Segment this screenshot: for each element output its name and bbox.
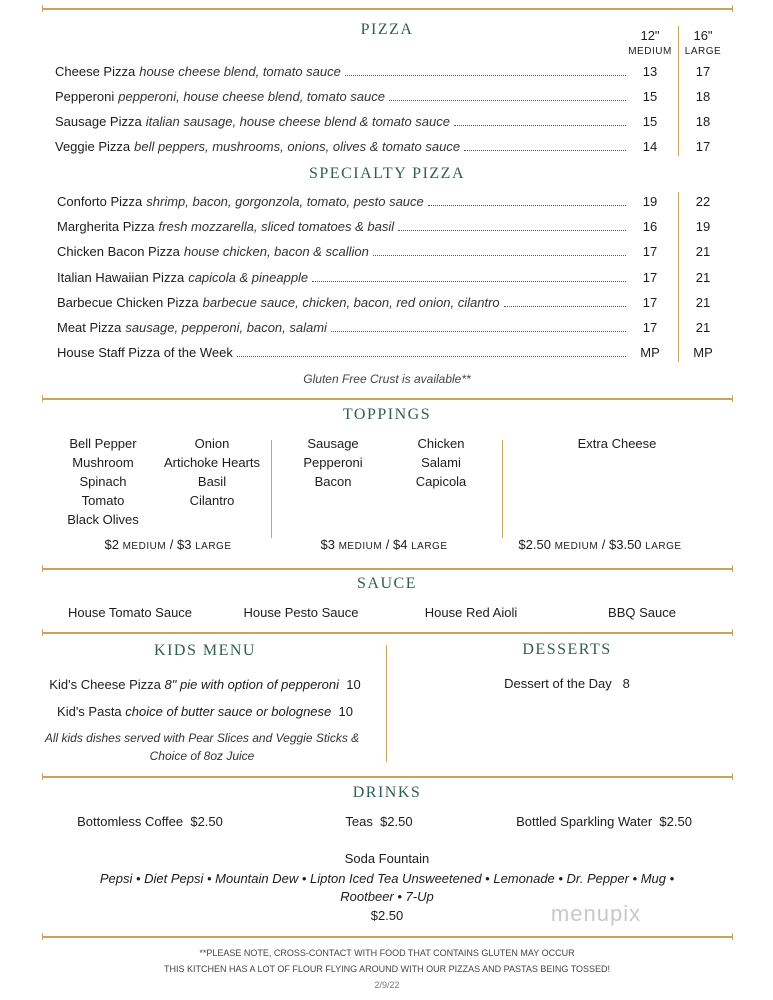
item-description: barbecue sauce, chicken, bacon, red onion, cilantro bbox=[202, 295, 500, 310]
price-medium: 17 bbox=[642, 295, 658, 310]
footer-note: THIS KITCHEN HAS A LOT OF FLOUR FLYING AROUND WITH OUR PIZZAS AND PASTAS BEING TOSSED! bbox=[163, 964, 611, 974]
topping-item: Chicken bbox=[417, 436, 465, 451]
dot-leader bbox=[464, 150, 626, 151]
divider bbox=[42, 632, 733, 634]
topping-item: Spinach bbox=[79, 474, 127, 489]
item-description: house cheese blend, tomato sauce bbox=[139, 64, 341, 79]
item-name: Veggie Pizza bbox=[55, 139, 131, 154]
desserts-heading: DESSERTS bbox=[522, 641, 612, 658]
dot-leader bbox=[345, 75, 626, 76]
drink-item: Teas $2.50 bbox=[345, 814, 413, 829]
topping-item: Cilantro bbox=[189, 493, 235, 508]
dot-leader bbox=[504, 306, 626, 307]
price-large: 22 bbox=[695, 194, 711, 209]
kids-item: Kid's Cheese Pizza 8" pie with option of pepperoni 10 bbox=[49, 677, 361, 692]
price-medium: 17 bbox=[642, 320, 658, 335]
sauce-item: BBQ Sauce bbox=[608, 605, 676, 620]
watermark-logo: menupix bbox=[550, 901, 642, 926]
menu-item bbox=[55, 63, 626, 81]
price-medium: 17 bbox=[642, 244, 658, 259]
soda-price: $2.50 bbox=[370, 908, 404, 923]
item-description: fresh mozzarella, sliced tomatoes & basil bbox=[158, 219, 395, 234]
topping-item: Artichoke Hearts bbox=[163, 455, 261, 470]
item-description: italian sausage, house cheese blend & tomato sauce bbox=[145, 114, 450, 129]
menu-item bbox=[55, 138, 626, 156]
item-name: Barbecue Chicken Pizza bbox=[57, 295, 199, 310]
price-large: 18 bbox=[695, 114, 711, 129]
item-name: Conforto Pizza bbox=[57, 194, 143, 209]
price-large: 21 bbox=[695, 244, 711, 259]
dot-leader bbox=[373, 255, 626, 256]
price-medium: 13 bbox=[642, 64, 658, 79]
menu-item bbox=[55, 113, 626, 131]
column-divider bbox=[678, 192, 679, 362]
pizza-heading: PIZZA bbox=[360, 21, 414, 38]
price-large: MP bbox=[693, 345, 713, 360]
topping-price: $3 MEDIUM / $4 LARGE bbox=[320, 537, 448, 552]
drinks-heading: DRINKS bbox=[352, 784, 422, 801]
arrow-divider bbox=[271, 440, 272, 538]
size-large: 16" bbox=[693, 28, 713, 43]
sauce-item: House Pesto Sauce bbox=[243, 605, 359, 620]
item-name: Cheese Pizza bbox=[55, 64, 136, 79]
item-description: capicola & pineapple bbox=[188, 270, 309, 285]
dot-leader bbox=[398, 230, 626, 231]
topping-item: Capicola bbox=[415, 474, 467, 489]
kids-heading: KIDS MENU bbox=[154, 642, 256, 659]
menu-item bbox=[57, 218, 626, 236]
dot-leader bbox=[389, 100, 626, 101]
sauce-item: House Tomato Sauce bbox=[67, 605, 193, 620]
dot-leader bbox=[428, 205, 626, 206]
price-large: 21 bbox=[695, 320, 711, 335]
gluten-free-note: Gluten Free Crust is available** bbox=[303, 372, 471, 386]
kids-item: Kid's Pasta choice of butter sauce or bolognese 10 bbox=[57, 704, 353, 719]
price-large: 18 bbox=[695, 89, 711, 104]
dot-leader bbox=[237, 356, 626, 357]
menu-item bbox=[57, 319, 626, 337]
soda-list: Rootbeer • 7-Up bbox=[340, 889, 434, 904]
topping-item: Bell Pepper bbox=[69, 436, 137, 451]
item-description: bell peppers, mushrooms, onions, olives & tomato sauce bbox=[134, 139, 461, 154]
topping-item: Bacon bbox=[314, 474, 352, 489]
item-name: Margherita Pizza bbox=[57, 219, 155, 234]
column-divider bbox=[386, 645, 387, 762]
item-description: sausage, pepperoni, bacon, salami bbox=[125, 320, 327, 335]
price-large: 21 bbox=[695, 270, 711, 285]
divider bbox=[42, 776, 733, 778]
price-large: 21 bbox=[695, 295, 711, 310]
item-name: Italian Hawaiian Pizza bbox=[57, 270, 185, 285]
size-large-label: LARGE bbox=[684, 46, 722, 57]
item-name: Chicken Bacon Pizza bbox=[57, 244, 180, 259]
price-large: 17 bbox=[695, 139, 711, 154]
arrow-divider bbox=[502, 440, 503, 538]
menu-date: 2/9/22 bbox=[374, 980, 400, 990]
menu-item bbox=[57, 193, 626, 211]
price-large: 19 bbox=[695, 219, 711, 234]
divider bbox=[42, 8, 733, 10]
menu-item bbox=[57, 243, 626, 261]
soda-list: Pepsi • Diet Pepsi • Mountain Dew • Lipton Iced Tea Unsweetened • Lemonade • Dr. Pepper • Mug • bbox=[99, 871, 675, 886]
dot-leader bbox=[331, 331, 626, 332]
topping-item: Salami bbox=[421, 455, 461, 470]
dot-leader bbox=[312, 281, 626, 282]
menu-item bbox=[57, 294, 626, 312]
divider bbox=[42, 936, 733, 938]
topping-item: Sausage bbox=[307, 436, 359, 451]
item-description: shrimp, bacon, gorgonzola, tomato, pesto sauce bbox=[146, 194, 424, 209]
price-large: 17 bbox=[695, 64, 711, 79]
kids-note: All kids dishes served with Pear Slices and Veggie Sticks & bbox=[44, 731, 360, 745]
soda-title: Soda Fountain bbox=[344, 851, 430, 866]
item-description: house chicken, bacon & scallion bbox=[183, 244, 369, 259]
kids-note: Choice of 8oz Juice bbox=[149, 749, 255, 763]
item-name: House Staff Pizza of the Week bbox=[57, 345, 233, 360]
column-divider bbox=[678, 26, 679, 156]
footer-note: **PLEASE NOTE, CROSS-CONTACT WITH FOOD THAT CONTAINS GLUTEN MAY OCCUR bbox=[199, 948, 575, 958]
price-medium: 14 bbox=[642, 139, 658, 154]
price-medium: 15 bbox=[642, 89, 658, 104]
topping-item: Extra Cheese bbox=[577, 436, 657, 451]
dot-leader bbox=[454, 125, 626, 126]
price-medium: 17 bbox=[642, 270, 658, 285]
specialty-heading: SPECIALTY PIZZA bbox=[309, 165, 465, 182]
item-name: Sausage Pizza bbox=[55, 114, 142, 129]
size-medium: 12" bbox=[640, 28, 660, 43]
topping-item: Mushroom bbox=[72, 455, 134, 470]
divider bbox=[42, 568, 733, 570]
dessert-item: Dessert of the Day 8 bbox=[504, 676, 630, 691]
price-medium: MP bbox=[640, 345, 660, 360]
price-medium: 19 bbox=[642, 194, 658, 209]
item-name: Pepperoni bbox=[55, 89, 115, 104]
size-medium-label: MEDIUM bbox=[628, 46, 672, 57]
topping-item: Pepperoni bbox=[303, 455, 363, 470]
menu-item bbox=[57, 344, 626, 362]
price-medium: 16 bbox=[642, 219, 658, 234]
item-description: pepperoni, house cheese blend, tomato sauce bbox=[118, 89, 385, 104]
topping-item: Black Olives bbox=[67, 512, 139, 527]
topping-price: $2.50 MEDIUM / $3.50 LARGE bbox=[518, 537, 682, 552]
menu-item bbox=[57, 269, 626, 287]
item-name: Meat Pizza bbox=[57, 320, 122, 335]
toppings-heading: TOPPINGS bbox=[342, 406, 432, 423]
topping-item: Onion bbox=[194, 436, 230, 451]
topping-item: Basil bbox=[197, 474, 227, 489]
sauce-item: House Red Aioli bbox=[424, 605, 518, 620]
menu-item bbox=[55, 88, 626, 106]
price-medium: 15 bbox=[642, 114, 658, 129]
sauce-heading: SAUCE bbox=[357, 575, 417, 592]
topping-price: $2 MEDIUM / $3 LARGE bbox=[104, 537, 232, 552]
divider bbox=[42, 398, 733, 400]
drink-item: Bottomless Coffee $2.50 bbox=[77, 814, 223, 829]
topping-item: Tomato bbox=[81, 493, 125, 508]
drink-item: Bottled Sparkling Water $2.50 bbox=[516, 814, 692, 829]
